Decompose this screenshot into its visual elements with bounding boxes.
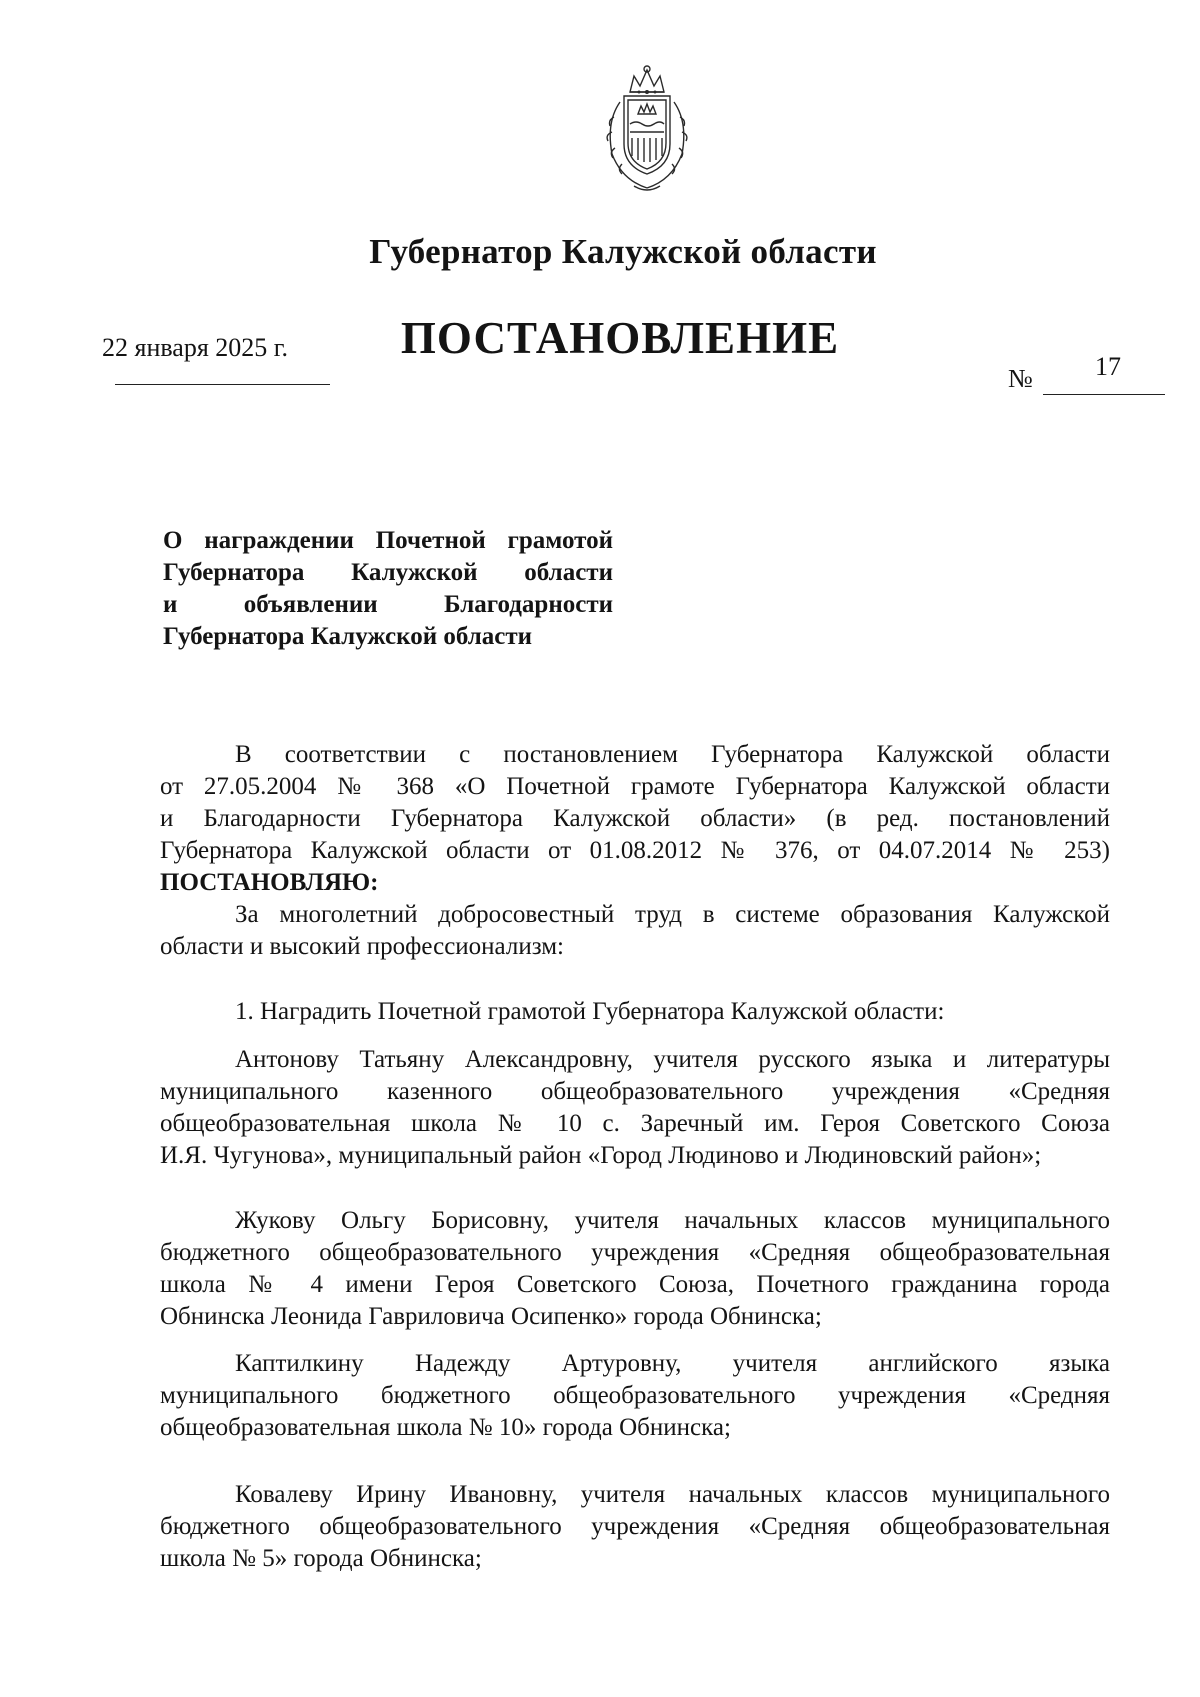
preamble-line: В соответствии с постановлением Губернатора Калужской области bbox=[235, 741, 1110, 768]
document-type-title: ПОСТАНОВЛЕНИЕ bbox=[400, 313, 840, 363]
subject-line: Губернатора Калужской области bbox=[163, 623, 533, 650]
reason-line: области и высокий профессионализм: bbox=[160, 933, 565, 960]
preamble-paragraph bbox=[160, 739, 1110, 899]
awardee-line: муниципального казенного общеобразовательного учреждения «Средняя bbox=[160, 1078, 1110, 1105]
awardee-line: Ковалеву Ирину Ивановну, учителя начальных классов муниципального bbox=[235, 1481, 1110, 1508]
document-date: 22 января 2025 г. bbox=[102, 333, 289, 362]
document-number: 17 bbox=[1095, 352, 1121, 381]
decree-word: ПОСТАНОВЛЯЮ: bbox=[160, 869, 379, 896]
preamble-line: Губернатора Калужской области от 01.08.2012 № 376, от 04.07.2014 № 253) bbox=[160, 837, 1110, 864]
awardee-entry bbox=[160, 1044, 1110, 1172]
coat-of-arms-emblem bbox=[592, 62, 702, 194]
awardee-entry bbox=[160, 1205, 1110, 1333]
document-subject bbox=[163, 525, 613, 653]
preamble-line: от 27.05.2004 № 368 «О Почетной грамоте Губернатора Калужской области bbox=[160, 773, 1110, 800]
preamble-line: и Благодарности Губернатора Калужской области» (в ред. постановлений bbox=[160, 805, 1110, 832]
awardee-entry bbox=[160, 1348, 1110, 1444]
reason-line: За многолетний добросовестный труд в системе образования Калужской bbox=[235, 901, 1110, 928]
awardee-line: бюджетного общеобразовательного учреждения «Средняя общеобразовательная bbox=[160, 1239, 1110, 1266]
awardee-line: Обнинска Леонида Гавриловича Осипенко» города Обнинска; bbox=[160, 1303, 822, 1330]
awardee-line: школа № 5» города Обнинска; bbox=[160, 1545, 482, 1572]
subject-line: и объявлении Благодарности bbox=[163, 591, 613, 618]
reason-paragraph bbox=[160, 899, 1110, 963]
awardee-line: бюджетного общеобразовательного учреждения «Средняя общеобразовательная bbox=[160, 1513, 1110, 1540]
item-1-heading bbox=[160, 996, 1110, 1028]
awardee-line: общеобразовательная школа № 10 с. Заречный им. Героя Советского Союза bbox=[160, 1110, 1110, 1137]
awardee-line: муниципального бюджетного общеобразовательного учреждения «Средняя bbox=[160, 1382, 1110, 1409]
awardee-line: школа № 4 имени Героя Советского Союза, Почетного гражданина города bbox=[160, 1271, 1110, 1298]
subject-line: О награждении Почетной грамотой bbox=[163, 527, 613, 554]
document-number-label: № bbox=[1008, 364, 1033, 393]
awardee-line: общеобразовательная школа № 10» города Обнинска; bbox=[160, 1414, 731, 1441]
date-underline bbox=[115, 384, 330, 385]
awardee-entry bbox=[160, 1479, 1110, 1575]
awardee-line: И.Я. Чугунова», муниципальный район «Город Людиново и Людиновский район»; bbox=[160, 1142, 1042, 1169]
awardee-line: Антонову Татьяну Александровну, учителя русского языка и литературы bbox=[235, 1046, 1110, 1073]
subject-line: Губернатора Калужской области bbox=[163, 559, 613, 586]
awardee-line: Каптилкину Надежду Артуровну, учителя английского языка bbox=[235, 1350, 1110, 1377]
item-1-text: 1. Наградить Почетной грамотой Губернатора Калужской области: bbox=[235, 998, 945, 1025]
number-underline bbox=[1043, 394, 1165, 395]
awardee-line: Жукову Ольгу Борисовну, учителя начальных классов муниципального bbox=[235, 1207, 1110, 1234]
issuing-authority: Губернатор Калужской области bbox=[369, 232, 877, 271]
